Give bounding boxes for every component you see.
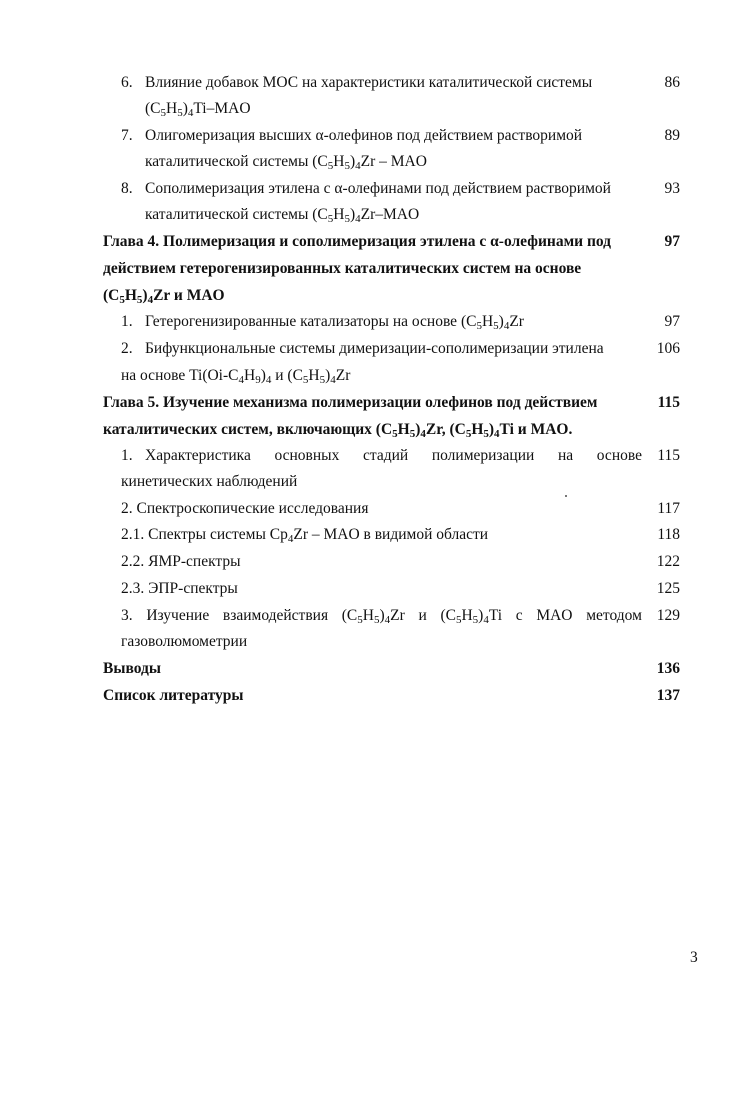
toc-chapter-5-title-cont: каталитических систем, включающих $(C_5H_5)_4Zr$, $(C_5H_5)_4Ti$ и MAO. (103, 421, 573, 440)
toc-entry-6-page: 86 (664, 74, 680, 91)
toc-entry-4-2-cont (0, 364, 733, 388)
toc-entry-5-3-word: и (418, 607, 427, 624)
toc-entry-5-1-label: 1. (121, 447, 133, 464)
toc-entry-5-2-1-title: 2.1. Спектры системы $Cp_4Zr$ – MAO в видимой области (121, 526, 489, 545)
toc-chapter-4-title-cont-2: $(C_5H_5)_4Zr$ и MAO (103, 287, 225, 306)
scan-speck (565, 495, 567, 497)
toc-entry-5-3-cont (0, 630, 733, 654)
toc-chapter-4-cont-2 (0, 284, 733, 308)
toc-entry-5-3-title (121, 604, 642, 628)
toc-entry-5-3-word: 3. (121, 607, 133, 624)
toc-entry-4-1 (0, 310, 733, 334)
toc-references (0, 684, 733, 708)
toc-conclusions (0, 657, 733, 681)
toc-entry-5-1-word: стадий (362, 447, 409, 464)
toc-chapter-4-title: Глава 4. Полимеризация и сополимеризация этилена с α-олефинами под (103, 233, 612, 250)
toc-entry-7-cont (0, 150, 733, 174)
toc-entry-5-2-2 (0, 550, 733, 574)
toc-entry-5-2-1-page: 118 (657, 526, 680, 543)
toc-entry-5-1-title-cont: кинетических наблюдений (121, 473, 298, 490)
toc-entry-5-3 (0, 604, 733, 628)
toc-entry-5-3-word: методом (586, 607, 642, 624)
toc-entry-5-2-3-title: 2.3. ЭПР-спектры (121, 580, 238, 597)
toc-entry-8-page: 93 (664, 180, 680, 197)
toc-chapter-4-page: 97 (664, 233, 680, 250)
toc-chapter-5-page: 115 (657, 394, 680, 411)
toc-entry-7-page: 89 (664, 127, 680, 144)
toc-entry-4-2-label: 2. (121, 340, 133, 357)
toc-entry-5-1-word: основных (274, 447, 340, 464)
toc-entry-5-1-word: полимеризации (431, 447, 535, 464)
page-number: 3 (690, 949, 698, 966)
toc-entry-4-2 (0, 337, 733, 361)
toc-entry-5-3-word: $(C_5H_5)_4Zr$ (341, 607, 405, 626)
toc-entry-8-label: 8. (121, 180, 133, 197)
toc-chapter-5-title: Глава 5. Изучение механизма полимеризации олефинов под действием (103, 394, 598, 411)
toc-chapter-4 (0, 230, 733, 254)
toc-entry-8-cont (0, 203, 733, 227)
toc-chapter-4-cont-1 (0, 257, 733, 281)
toc-entry-5-3-page: 129 (656, 607, 680, 624)
toc-entry-5-1-word: основе (596, 447, 642, 464)
toc-entry-7 (0, 124, 733, 148)
toc-references-title: Список литературы (103, 687, 244, 704)
toc-entry-5-2-2-title: 2.2. ЯМР-спектры (121, 553, 241, 570)
toc-entry-5-2-3-page: 125 (656, 580, 680, 597)
toc-entry-5-2-3 (0, 577, 733, 601)
toc-entry-7-title: Олигомеризация высших α-олефинов под действием растворимой (145, 127, 583, 144)
toc-entry-6-title-cont: $(C_5H_5)_4Ti$–MAO (145, 100, 251, 119)
toc-entry-4-1-page: 97 (664, 313, 680, 330)
toc-entry-7-label: 7. (121, 127, 133, 144)
toc-entry-6-title: Влияние добавок МОС на характеристики каталитической системы (145, 74, 593, 91)
toc-entry-7-title-cont: каталитической системы $(C_5H_5)_4Zr$ – MAO (145, 153, 427, 172)
toc-entry-5-3-word: $(C_5H_5)_4Ti$ (440, 607, 503, 626)
toc-conclusions-page: 136 (656, 660, 680, 677)
toc-entry-6 (0, 71, 733, 95)
toc-references-page: 137 (656, 687, 680, 704)
toc-entry-5-1-cont (0, 470, 733, 494)
toc-entry-4-2-title: Бифункциональные системы димеризации-сополимеризации этилена (145, 340, 604, 357)
toc-entry-5-2-title: 2. Спектроскопические исследования (121, 500, 369, 517)
toc-entry-5-3-word: с (515, 607, 523, 624)
toc-entry-5-2-2-page: 122 (656, 553, 680, 570)
toc-entry-5-1 (0, 444, 733, 468)
toc-entry-5-1-word: Характеристика (145, 447, 251, 464)
toc-entry-5-3-word: Изучение (146, 607, 210, 624)
toc-entry-5-2-1 (0, 523, 733, 547)
toc-entry-5-1-title (145, 444, 642, 468)
toc-entry-8-title-cont: каталитической системы $(C_5H_5)_4Zr$–MAO (145, 206, 420, 225)
toc-entry-4-2-page: 106 (656, 340, 680, 357)
toc-entry-8-title: Сополимеризация этилена с α-олефинами под действием растворимой (145, 180, 611, 197)
toc-entry-4-2-title-cont: на основе $Ti(Oi-C_4H_9)_4$ и $(C_5H_5)_4Zr$ (121, 367, 351, 386)
toc-entry-5-3-word: взаимодействия (222, 607, 329, 624)
toc-entry-5-2-page: 117 (657, 500, 680, 517)
toc-entry-6-cont (0, 97, 733, 121)
toc-conclusions-title: Выводы (103, 660, 161, 677)
toc-entry-5-1-word: на (557, 447, 574, 464)
toc-chapter-5 (0, 391, 733, 415)
toc-chapter-4-title-cont-1: действием гетерогенизированных каталитических систем на основе (103, 260, 582, 277)
toc-entry-8 (0, 177, 733, 201)
toc-chapter-5-cont (0, 418, 733, 442)
toc-entry-4-1-label: 1. (121, 313, 133, 330)
toc-entry-5-1-page: 115 (657, 447, 680, 464)
toc-entry-4-1-title: Гетерогенизированные катализаторы на основе $(C_5H_5)_4Zr$ (145, 313, 524, 332)
toc-entry-5-3-title-cont: газоволюмометрии (121, 633, 248, 650)
toc-entry-5-2 (0, 497, 733, 521)
toc-entry-5-3-word: MAO (536, 607, 573, 624)
toc-entry-6-label: 6. (121, 74, 133, 91)
